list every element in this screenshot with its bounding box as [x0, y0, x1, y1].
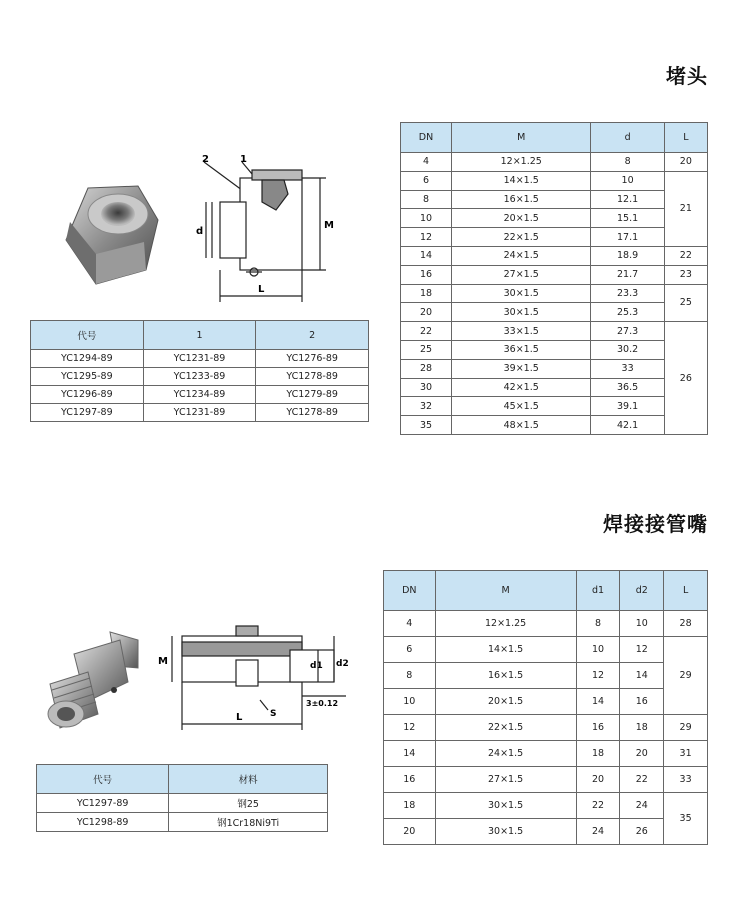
table-cell: 8	[576, 611, 620, 637]
table-cell: 27×1.5	[451, 265, 591, 284]
table-cell: YC1295-89	[31, 368, 144, 386]
table-row	[31, 368, 369, 386]
column-header: L	[664, 571, 708, 611]
table-row	[401, 416, 708, 435]
table-row	[401, 246, 708, 265]
table-cell: 18	[384, 793, 436, 819]
table-row	[384, 715, 708, 741]
L-value-cell: 31	[664, 741, 708, 767]
callout-1: 1	[240, 154, 247, 165]
table-row	[384, 637, 708, 663]
dim-L-label: L	[258, 284, 265, 295]
table-row	[384, 663, 708, 689]
table-cell: 30	[401, 378, 452, 397]
table-cell: 20×1.5	[451, 209, 591, 228]
column-header: 材料	[169, 765, 328, 794]
table-cell: 12×1.25	[435, 611, 576, 637]
table-cell: 24	[620, 793, 664, 819]
table-row	[401, 190, 708, 209]
table-cell: 27.3	[591, 322, 664, 341]
table-cell: 14	[384, 741, 436, 767]
table-cell: 20	[384, 819, 436, 845]
table-cell: 4	[384, 611, 436, 637]
table-cell: 25	[401, 340, 452, 359]
dim-M-label: M	[158, 656, 168, 667]
plug-drawing	[192, 150, 342, 310]
table-row	[401, 340, 708, 359]
L-value-cell: 20	[664, 153, 707, 172]
table-cell: 22	[576, 793, 620, 819]
table-cell: YC1276-89	[256, 350, 369, 368]
table-cell: 15.1	[591, 209, 664, 228]
column-header: DN	[401, 123, 452, 153]
table-cell: 6	[384, 637, 436, 663]
tolerance-label: 3±0.12	[306, 699, 339, 708]
table-cell: 钢1Cr18Ni9Ti	[169, 813, 328, 832]
table-row	[401, 397, 708, 416]
dim-S-label: S	[270, 709, 277, 719]
table-row	[31, 350, 369, 368]
table-cell: 10	[576, 637, 620, 663]
table-cell: 6	[401, 171, 452, 190]
table-cell: 16	[401, 265, 452, 284]
table-row	[401, 378, 708, 397]
dim-d-label: d	[196, 226, 204, 237]
table-row	[401, 303, 708, 322]
table-cell: YC1231-89	[143, 350, 256, 368]
table-cell: 42×1.5	[451, 378, 591, 397]
table-cell: 17.1	[591, 228, 664, 247]
table-cell: 16	[384, 767, 436, 793]
table-cell: YC1279-89	[256, 386, 369, 404]
table-cell: 10	[401, 209, 452, 228]
table-cell: 4	[401, 153, 452, 172]
table-row	[31, 386, 369, 404]
table-cell: YC1231-89	[143, 404, 256, 422]
table-cell: 22	[620, 767, 664, 793]
nozzle-material-table	[36, 764, 328, 832]
column-header: 2	[256, 321, 369, 350]
plug-photo	[60, 180, 160, 290]
table-cell: 12.1	[591, 190, 664, 209]
table-cell: 28	[401, 359, 452, 378]
table-cell: 18	[576, 741, 620, 767]
table-cell: 14×1.5	[435, 637, 576, 663]
table-cell: 42.1	[591, 416, 664, 435]
table-cell: 16	[576, 715, 620, 741]
section1-title: 堵头	[666, 64, 708, 88]
table-cell: 12	[384, 715, 436, 741]
dim-d2-label: d2	[336, 659, 349, 669]
L-value-cell: 26	[664, 322, 707, 435]
table-cell: 14×1.5	[451, 171, 591, 190]
table-row	[384, 767, 708, 793]
table-row	[384, 611, 708, 637]
column-header: d2	[620, 571, 664, 611]
table-cell: 45×1.5	[451, 397, 591, 416]
table-cell: 25.3	[591, 303, 664, 322]
table-cell: 27×1.5	[435, 767, 576, 793]
dim-L-label: L	[236, 712, 243, 723]
table-row	[31, 404, 369, 422]
column-header: 1	[143, 321, 256, 350]
table-cell: 24	[576, 819, 620, 845]
table-cell: 8	[401, 190, 452, 209]
table-cell: YC1233-89	[143, 368, 256, 386]
table-cell: YC1296-89	[31, 386, 144, 404]
L-value-cell: 29	[664, 637, 708, 715]
table-cell: 8	[591, 153, 664, 172]
table-cell: 12	[576, 663, 620, 689]
table-row	[384, 793, 708, 819]
table-cell: 20	[401, 303, 452, 322]
table-cell: 30×1.5	[451, 284, 591, 303]
plug-dimension-table	[400, 122, 708, 435]
table-row	[401, 209, 708, 228]
L-value-cell: 29	[664, 715, 708, 741]
table-row	[401, 284, 708, 303]
table-cell: 18.9	[591, 246, 664, 265]
table-cell: 10	[620, 611, 664, 637]
table-cell: 18	[401, 284, 452, 303]
table-cell: 22	[401, 322, 452, 341]
table-cell: 14	[620, 663, 664, 689]
table-row	[37, 813, 328, 832]
table-cell: YC1297-89	[31, 404, 144, 422]
table-cell: 14	[401, 246, 452, 265]
table-cell: 18	[620, 715, 664, 741]
L-value-cell: 35	[664, 793, 708, 845]
table-cell: 23.3	[591, 284, 664, 303]
table-cell: YC1298-89	[37, 813, 169, 832]
L-value-cell: 28	[664, 611, 708, 637]
table-cell: 22×1.5	[435, 715, 576, 741]
dim-M-label: M	[324, 220, 334, 231]
L-value-cell: 23	[664, 265, 707, 284]
table-cell: 20	[576, 767, 620, 793]
table-cell: 26	[620, 819, 664, 845]
callout-2: 2	[202, 154, 209, 165]
table-cell: YC1278-89	[256, 368, 369, 386]
table-cell: 14	[576, 689, 620, 715]
table-cell: YC1297-89	[37, 794, 169, 813]
column-header: 代号	[31, 321, 144, 350]
table-cell: 10	[384, 689, 436, 715]
column-header: M	[451, 123, 591, 153]
column-header: d	[591, 123, 664, 153]
table-cell: 20×1.5	[435, 689, 576, 715]
column-header: DN	[384, 571, 436, 611]
column-header: M	[435, 571, 576, 611]
table-cell: 8	[384, 663, 436, 689]
nozzle-drawing	[152, 620, 352, 740]
table-row	[384, 689, 708, 715]
table-row	[401, 228, 708, 247]
table-cell: 10	[591, 171, 664, 190]
table-cell: 48×1.5	[451, 416, 591, 435]
table-row	[384, 819, 708, 845]
L-value-cell: 33	[664, 767, 708, 793]
table-cell: 钢25	[169, 794, 328, 813]
table-cell: YC1294-89	[31, 350, 144, 368]
L-value-cell: 21	[664, 171, 707, 246]
table-cell: 12×1.25	[451, 153, 591, 172]
table-row	[401, 153, 708, 172]
table-row	[401, 171, 708, 190]
plug-parts-table	[30, 320, 369, 422]
table-row	[401, 359, 708, 378]
section2-title: 焊接接管嘴	[603, 512, 708, 536]
table-cell: 36.5	[591, 378, 664, 397]
L-value-cell: 22	[664, 246, 707, 265]
table-cell: 32	[401, 397, 452, 416]
column-header: L	[664, 123, 707, 153]
nozzle-photo	[30, 618, 148, 738]
table-cell: 39.1	[591, 397, 664, 416]
table-cell: 30.2	[591, 340, 664, 359]
table-cell: 30×1.5	[435, 819, 576, 845]
table-row	[401, 265, 708, 284]
table-cell: 33×1.5	[451, 322, 591, 341]
table-cell: 39×1.5	[451, 359, 591, 378]
table-cell: 24×1.5	[451, 246, 591, 265]
table-cell: 20	[620, 741, 664, 767]
table-row	[401, 322, 708, 341]
table-cell: 16	[620, 689, 664, 715]
table-cell: 24×1.5	[435, 741, 576, 767]
table-cell: 16×1.5	[451, 190, 591, 209]
table-cell: 35	[401, 416, 452, 435]
L-value-cell: 25	[664, 284, 707, 322]
dim-d1-label: d1	[310, 661, 323, 671]
table-row	[37, 794, 328, 813]
column-header: 代号	[37, 765, 169, 794]
table-row	[384, 741, 708, 767]
table-cell: 30×1.5	[435, 793, 576, 819]
nozzle-dimension-table	[383, 570, 708, 845]
table-cell: 36×1.5	[451, 340, 591, 359]
table-cell: 21.7	[591, 265, 664, 284]
table-cell: YC1278-89	[256, 404, 369, 422]
table-cell: 33	[591, 359, 664, 378]
table-cell: 12	[401, 228, 452, 247]
table-cell: 12	[620, 637, 664, 663]
table-cell: YC1234-89	[143, 386, 256, 404]
table-cell: 16×1.5	[435, 663, 576, 689]
table-cell: 30×1.5	[451, 303, 591, 322]
column-header: d1	[576, 571, 620, 611]
table-cell: 22×1.5	[451, 228, 591, 247]
